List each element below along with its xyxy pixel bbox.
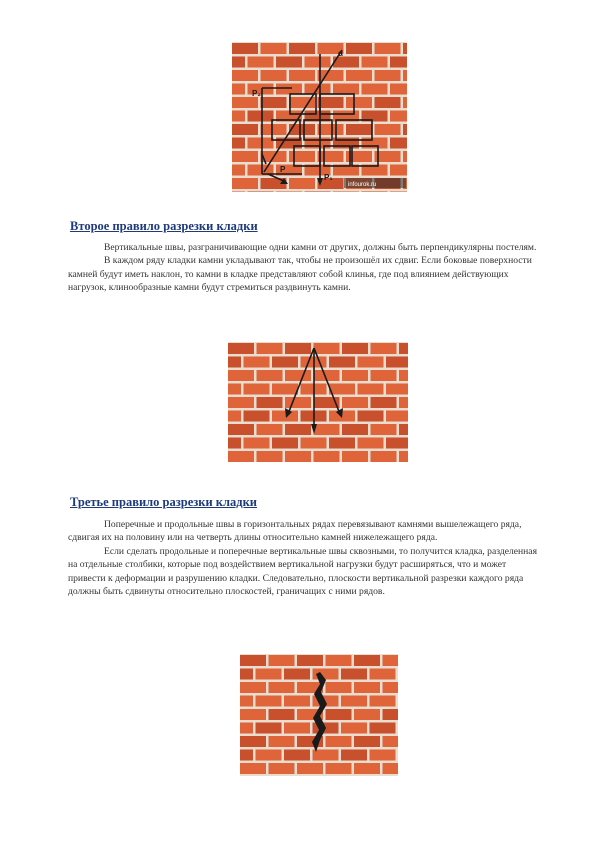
brick xyxy=(371,370,397,381)
brick xyxy=(289,178,315,189)
brick xyxy=(284,723,310,734)
brick xyxy=(354,682,380,693)
brick xyxy=(269,763,295,774)
brick xyxy=(346,43,372,54)
brick xyxy=(375,124,401,135)
brick xyxy=(297,655,323,666)
brick xyxy=(399,370,408,381)
brick xyxy=(383,682,399,693)
brick xyxy=(301,438,327,449)
brick xyxy=(232,57,245,68)
paragraph: Поперечные и продольные швы в горизонтальных рядах перевязывают камнями вышележащего ряда, сдвигая их на половину или на четверть длины относительно камней нижележащего ряда. xyxy=(68,519,522,544)
brick xyxy=(326,682,352,693)
brick xyxy=(261,97,287,108)
brick xyxy=(399,343,408,354)
brick xyxy=(354,709,380,720)
brick xyxy=(289,70,315,81)
figure-through-seam-crack xyxy=(240,654,398,776)
section-2-heading: Второе правило разрезки кладки xyxy=(70,219,258,233)
brick xyxy=(399,397,408,408)
brick xyxy=(289,43,315,54)
brick xyxy=(314,451,340,462)
brick xyxy=(305,57,331,68)
brick xyxy=(228,384,241,395)
brick xyxy=(248,192,274,193)
brick xyxy=(318,97,344,108)
brick xyxy=(256,723,282,734)
brick xyxy=(371,397,397,408)
brick xyxy=(371,343,397,354)
brick xyxy=(383,736,399,747)
brick xyxy=(329,357,355,368)
brick xyxy=(261,70,287,81)
brick xyxy=(390,57,407,68)
brick xyxy=(240,750,253,761)
brick-wall-2 xyxy=(228,342,408,462)
brick xyxy=(232,151,258,162)
brick xyxy=(284,750,310,761)
brick xyxy=(248,138,274,149)
brick xyxy=(403,97,407,108)
image-watermark: infourok.ru xyxy=(348,182,377,188)
brick xyxy=(403,43,407,54)
brick xyxy=(232,178,258,189)
brick xyxy=(362,192,388,193)
brick xyxy=(261,124,287,135)
brick xyxy=(342,397,368,408)
brick xyxy=(228,411,241,422)
brick xyxy=(272,411,298,422)
brick xyxy=(240,682,266,693)
brick xyxy=(305,138,331,149)
paragraph: В каждом ряду кладки камни укладывают так, чтобы не произошёл их сдвиг. Если боковые поверхности камней будут иметь наклон, то камни в кладке представляют собой клинья, где под влиянием действующих нагрузок, клинообразные камни будут стремиться раздвинуть камни. xyxy=(68,255,532,294)
brick xyxy=(354,763,380,774)
brick xyxy=(232,138,245,149)
brick xyxy=(346,70,372,81)
brick xyxy=(371,451,397,462)
figure-wedge-stones xyxy=(228,342,408,462)
paragraph: Если сделать продольные и поперечные вертикальные швы сквозными, то получится кладка, разделенная на отдельные столбики, которые под воздействием вертикальной нагрузки будут расширяться, что и может привести к деформации и разрушению кладки. Следовательно, плоскости вертикальной разрезки каждого ряда должны быть сдвинуты относительно плоскостей, граничащих с ними рядов. xyxy=(68,545,537,598)
brick xyxy=(383,709,399,720)
brick xyxy=(370,750,396,761)
brick-wall-3 xyxy=(240,654,398,776)
brick xyxy=(257,451,283,462)
brick xyxy=(232,43,258,54)
brick xyxy=(370,723,396,734)
brick xyxy=(248,111,274,122)
brick xyxy=(257,370,283,381)
brick xyxy=(333,84,359,95)
brick xyxy=(326,763,352,774)
brick xyxy=(362,57,388,68)
brick xyxy=(318,151,344,162)
force-label-p1: P₁ xyxy=(324,173,333,182)
brick xyxy=(314,424,340,435)
brick xyxy=(240,763,266,774)
brick xyxy=(285,397,311,408)
brick xyxy=(390,84,407,95)
brick xyxy=(232,124,258,135)
brick xyxy=(244,384,270,395)
brick xyxy=(228,424,254,435)
brick xyxy=(285,451,311,462)
brick xyxy=(358,411,384,422)
brick xyxy=(313,750,339,761)
brick xyxy=(276,57,302,68)
brick xyxy=(244,411,270,422)
brick xyxy=(383,655,399,666)
brick xyxy=(240,696,253,707)
brick xyxy=(354,655,380,666)
brick xyxy=(386,411,408,422)
brick xyxy=(403,70,407,81)
brick xyxy=(257,397,283,408)
brick xyxy=(386,384,408,395)
brick xyxy=(370,696,396,707)
brick xyxy=(358,357,384,368)
force-label-p: P xyxy=(280,165,286,174)
angle-label-alpha: α xyxy=(338,49,343,58)
brick xyxy=(399,451,408,462)
brick xyxy=(375,97,401,108)
brick xyxy=(276,192,302,193)
brick xyxy=(362,138,388,149)
section-3-heading: Третье правило разрезки кладки xyxy=(70,495,257,509)
brick xyxy=(326,709,352,720)
brick xyxy=(256,750,282,761)
brick xyxy=(256,669,282,680)
brick xyxy=(371,424,397,435)
brick xyxy=(232,70,258,81)
brick xyxy=(341,723,367,734)
brick xyxy=(232,84,245,95)
brick xyxy=(333,138,359,149)
brick xyxy=(240,669,253,680)
brick xyxy=(341,669,367,680)
brick xyxy=(341,750,367,761)
brick xyxy=(329,438,355,449)
brick xyxy=(272,438,298,449)
brick xyxy=(375,43,401,54)
brick xyxy=(284,696,310,707)
brick xyxy=(272,384,298,395)
brick xyxy=(386,438,408,449)
brick xyxy=(342,343,368,354)
brick xyxy=(362,84,388,95)
brick xyxy=(383,763,399,774)
brick xyxy=(354,736,380,747)
brick xyxy=(342,370,368,381)
brick xyxy=(269,655,295,666)
brick xyxy=(257,424,283,435)
figure-wedge-force-diagram xyxy=(232,42,407,192)
brick xyxy=(390,138,407,149)
section-3-body xyxy=(68,518,538,598)
brick xyxy=(403,151,407,162)
brick xyxy=(269,736,295,747)
brick xyxy=(318,124,344,135)
brick xyxy=(272,357,298,368)
brick xyxy=(390,165,407,176)
brick xyxy=(314,343,340,354)
brick xyxy=(390,192,407,193)
brick xyxy=(228,370,254,381)
brick xyxy=(403,124,407,135)
brick xyxy=(257,343,283,354)
brick xyxy=(240,655,266,666)
brick xyxy=(276,84,302,95)
brick xyxy=(285,424,311,435)
brick xyxy=(390,111,407,122)
brick xyxy=(269,709,295,720)
brick xyxy=(244,438,270,449)
paragraph: Вертикальные швы, разграничивающие одни камни от других, должны быть перпендикулярны постелям. xyxy=(104,242,537,253)
brick xyxy=(228,451,254,462)
brick xyxy=(228,438,241,449)
brick xyxy=(342,451,368,462)
brick xyxy=(232,192,245,193)
brick-wall-1 xyxy=(232,42,407,192)
brick xyxy=(370,669,396,680)
brick xyxy=(289,151,315,162)
brick xyxy=(284,669,310,680)
brick xyxy=(240,723,253,734)
brick xyxy=(329,384,355,395)
brick xyxy=(248,57,274,68)
section-2-body xyxy=(68,241,538,295)
brick xyxy=(346,124,372,135)
brick xyxy=(228,397,254,408)
brick xyxy=(228,357,241,368)
brick xyxy=(326,736,352,747)
brick xyxy=(232,111,245,122)
brick xyxy=(232,97,258,108)
brick xyxy=(232,165,245,176)
brick xyxy=(341,696,367,707)
brick xyxy=(326,655,352,666)
brick xyxy=(305,192,331,193)
brick xyxy=(240,709,266,720)
brick xyxy=(358,384,384,395)
force-label-p2: P₂ xyxy=(252,89,261,98)
brick xyxy=(256,696,282,707)
brick xyxy=(342,424,368,435)
brick xyxy=(318,70,344,81)
brick xyxy=(333,192,359,193)
brick xyxy=(346,97,372,108)
brick xyxy=(399,424,408,435)
brick xyxy=(244,357,270,368)
brick xyxy=(358,438,384,449)
brick xyxy=(240,736,266,747)
brick xyxy=(285,343,311,354)
brick xyxy=(261,43,287,54)
brick xyxy=(269,682,295,693)
brick xyxy=(297,763,323,774)
brick xyxy=(285,370,311,381)
brick xyxy=(386,357,408,368)
brick xyxy=(228,343,254,354)
brick xyxy=(375,70,401,81)
